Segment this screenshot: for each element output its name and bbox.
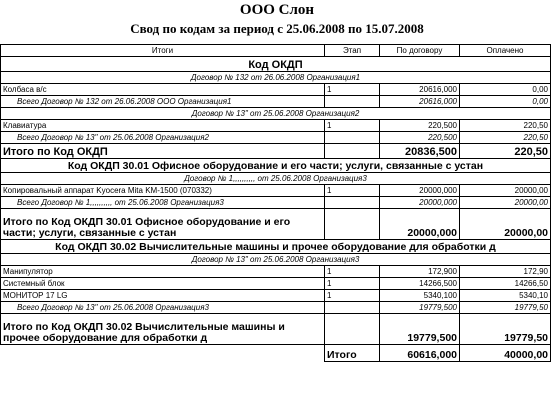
item-stage: 1: [325, 290, 380, 302]
contract-total-label: Всего Договор № 1,,,,,,,,,, от 25.06.2008 Организация3: [1, 197, 325, 209]
table-row: [1, 278, 551, 290]
table-row: [1, 120, 551, 132]
contract-total-row: [1, 96, 551, 108]
item-paid-amount: 14266,50: [460, 278, 551, 290]
contract-title: Договор № 13" от 25.06.2008 Организация2: [1, 108, 551, 120]
section-total-amount: 20000,000: [380, 209, 460, 240]
item-contract-amount: 14266,500: [380, 278, 460, 290]
table-header-row: [1, 45, 551, 57]
item-name: Манипулятор: [1, 266, 325, 278]
empty-cell: [325, 209, 380, 240]
section-title: Код ОКДП 30.01 Офисное оборудование и его части; услуги, связанные с устан: [1, 159, 551, 173]
section-header: [1, 159, 551, 173]
item-name: Копировальный аппарат Kyocera Mita KM-1500 (070332): [1, 185, 325, 197]
company-name: ООО Слон: [239, 2, 315, 18]
item-stage: 1: [325, 185, 380, 197]
contract-header: [1, 108, 551, 120]
item-contract-amount: 20616,000: [380, 84, 460, 96]
item-stage: 1: [325, 84, 380, 96]
empty-cell: [325, 197, 380, 209]
contract-total-amount: 20616,000: [380, 96, 460, 108]
item-contract-amount: 172,900: [380, 266, 460, 278]
section-total-label: Итого по Код ОКДП: [1, 144, 325, 159]
header-itogi: Итоги: [1, 45, 325, 57]
item-paid-amount: 220,50: [460, 120, 551, 132]
empty-cell: [1, 345, 325, 362]
item-paid-amount: 20000,00: [460, 185, 551, 197]
grand-total-paid: 40000,00: [460, 345, 551, 362]
section-total-paid: 220,50: [460, 144, 551, 159]
contract-title: Договор № 13" от 25.06.2008 Организация3: [1, 254, 551, 266]
contract-total-paid: 0,00: [460, 96, 551, 108]
item-name: Колбаса в/с: [1, 84, 325, 96]
header-oplacheno: Оплачено: [460, 45, 551, 57]
contract-total-amount: 19779,500: [380, 302, 460, 314]
contract-header: [1, 72, 551, 84]
contract-total-amount: 220,500: [380, 132, 460, 144]
empty-cell: [325, 144, 380, 159]
section-total-row: [1, 144, 551, 159]
contract-total-row: [1, 302, 551, 314]
item-stage: 1: [325, 278, 380, 290]
contract-total-row: [1, 197, 551, 209]
empty-cell: [325, 96, 380, 108]
table-row: [1, 185, 551, 197]
section-total-row: [1, 209, 551, 240]
contract-total-row: [1, 132, 551, 144]
item-contract-amount: 5340,100: [380, 290, 460, 302]
item-stage: 1: [325, 266, 380, 278]
contract-header: [1, 173, 551, 185]
contract-total-label: Всего Договор № 13" от 25.06.2008 Организация2: [1, 132, 325, 144]
header-etap: Этап: [325, 45, 380, 57]
report-title: Свод по кодам за период с 25.06.2008 по 15.07.2008: [130, 21, 424, 36]
item-name: МОНИТОР 17 LG: [1, 290, 325, 302]
section-title: Код ОКДП 30.02 Вычислительные машины и прочее оборудование для обработки д: [1, 240, 551, 254]
empty-cell: [325, 132, 380, 144]
contract-title: Договор № 1,,,,,,,,,, от 25.06.2008 Организация3: [1, 173, 551, 185]
section-total-paid: 19779,50: [460, 314, 551, 345]
section-total-label: Итого по Код ОКДП 30.01 Офисное оборудование и его части; услуги, связанные с устан: [1, 209, 325, 240]
contract-total-label: Всего Договор № 132 от 26.06.2008 ООО Организация1: [1, 96, 325, 108]
section-header: [1, 240, 551, 254]
contract-total-label: Всего Договор № 13" от 25.06.2008 Организация3: [1, 302, 325, 314]
section-total-paid: 20000,00: [460, 209, 551, 240]
contract-header: [1, 254, 551, 266]
item-name: Системный блок: [1, 278, 325, 290]
grand-total-amount: 60616,000: [380, 345, 460, 362]
section-total-row: [1, 314, 551, 345]
header-po-dogovoru: По договору: [380, 45, 460, 57]
item-stage: 1: [325, 120, 380, 132]
grand-total-label: Итого: [325, 345, 380, 362]
section-total-amount: 19779,500: [380, 314, 460, 345]
empty-cell: [325, 302, 380, 314]
section-header: [1, 57, 551, 72]
table-row: [1, 266, 551, 278]
section-total-label: Итого по Код ОКДП 30.02 Вычислительные машины и прочее оборудование для обработки д: [1, 314, 325, 345]
item-name: Клавиатура: [1, 120, 325, 132]
item-paid-amount: 5340,10: [460, 290, 551, 302]
section-title: Код ОКДП: [1, 57, 551, 72]
grand-total-row: [1, 345, 551, 362]
contract-total-paid: 20000,00: [460, 197, 551, 209]
contract-total-paid: 220,50: [460, 132, 551, 144]
item-contract-amount: 20000,000: [380, 185, 460, 197]
contract-total-paid: 19779,50: [460, 302, 551, 314]
summary-table: [0, 44, 551, 362]
item-contract-amount: 220,500: [380, 120, 460, 132]
table-row: [1, 84, 551, 96]
contract-title: Договор № 132 от 26.06.2008 Организация1: [1, 72, 551, 84]
empty-cell: [325, 314, 380, 345]
item-paid-amount: 172,90: [460, 266, 551, 278]
section-total-amount: 20836,500: [380, 144, 460, 159]
contract-total-amount: 20000,000: [380, 197, 460, 209]
table-row: [1, 290, 551, 302]
item-paid-amount: 0,00: [460, 84, 551, 96]
